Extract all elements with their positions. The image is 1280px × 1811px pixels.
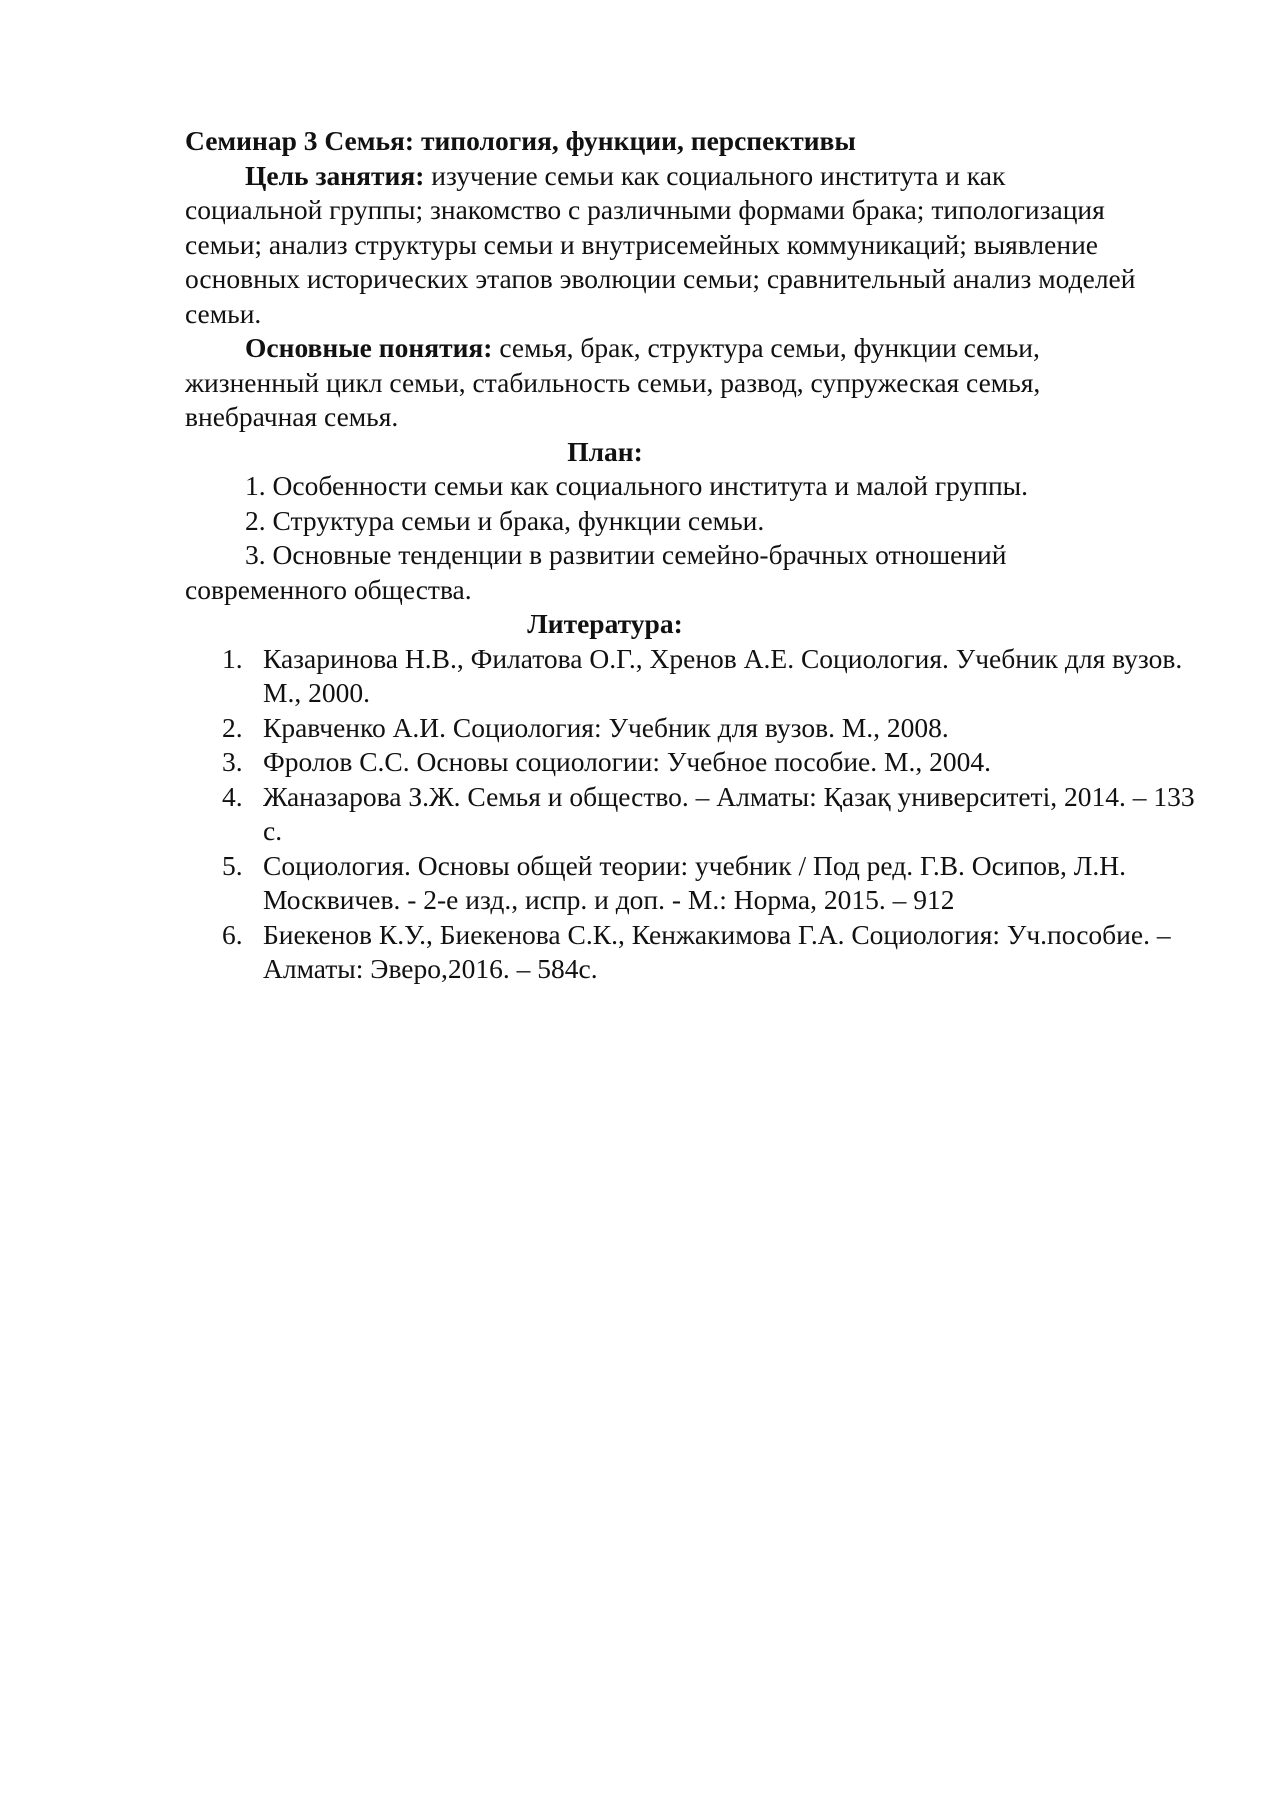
document-page — [185, 124, 1200, 987]
literature-heading: Литература: — [527, 608, 683, 639]
literature-item-text: Социология. Основы общей теории: учебник / Под ред. Г.В. Осипов, Л.Н. Москвичев. - 2-е изд., испр. и доп. - М.: Норма, 2015. – 912 — [263, 849, 1127, 915]
literature-item — [185, 849, 1203, 918]
page-title: Семинар 3 Семья: типология, функции, перспективы — [185, 125, 856, 156]
literature-item-number: 5. — [222, 849, 243, 881]
plan-list — [185, 469, 1200, 607]
goal-label: Цель занятия: — [245, 159, 425, 191]
plan-item: 2. Структура семьи и брака, функции семьи. — [245, 504, 765, 536]
literature-item-text: Биекенов К.У., Биекенова С.К., Кенжакимова Г.А. Социология: Уч.пособие. – Алматы: Эверо,2016. – 584с. — [263, 918, 1171, 984]
plan-heading: План: — [567, 435, 643, 467]
plan-item: 1. Особенности семьи как социального института и малой группы. — [245, 470, 1029, 501]
literature-item — [185, 780, 1203, 849]
concepts-label: Основные понятия: — [245, 332, 493, 363]
plan-item: 3. Основные тенденции в развитии семейно-брачных отношений современного общества. — [185, 539, 1007, 605]
literature-item — [185, 745, 1203, 780]
concepts-paragraph — [185, 331, 1145, 435]
goal-paragraph — [185, 159, 1145, 332]
literature-item-text: Казаринова Н.В., Филатова О.Г., Хренов А.Е. Социология. Учебник для вузов. М., 2000. — [263, 642, 1183, 708]
literature-item — [185, 642, 1203, 711]
literature-item-number: 6. — [222, 918, 243, 950]
literature-item-number: 4. — [222, 780, 243, 812]
literature-item-text: Кравченко А.И. Социология: Учебник для вузов. М., 2008. — [263, 711, 949, 743]
literature-item-text: Фролов С.С. Основы социологии: Учебное пособие. М., 2004. — [263, 746, 991, 777]
literature-item — [185, 918, 1203, 987]
literature-item-number: 1. — [222, 642, 243, 674]
concepts-text: семья, брак, структура семьи, функции семьи, жизненный цикл семьи, стабильность семьи, развод, супружеская семья, внебрачная семья. — [185, 332, 1041, 432]
literature-item — [185, 711, 1203, 746]
literature-item-text: Жаназарова З.Ж. Семья и общество. – Алматы: Қазақ университеті, 2014. – 133 с. — [263, 780, 1195, 846]
goal-text: изучение семьи как социального института и как социальной группы; знакомство с различными формами брака; типологизация семьи; анализ структуры семьи и внутрисемейных коммуникаций; выявление основных исторических этапов эволюции семьи; сравнительный анализ моделей семьи. — [185, 159, 1136, 329]
literature-list — [185, 642, 1200, 987]
literature-item-number: 2. — [222, 711, 243, 743]
literature-item-number: 3. — [222, 746, 243, 777]
